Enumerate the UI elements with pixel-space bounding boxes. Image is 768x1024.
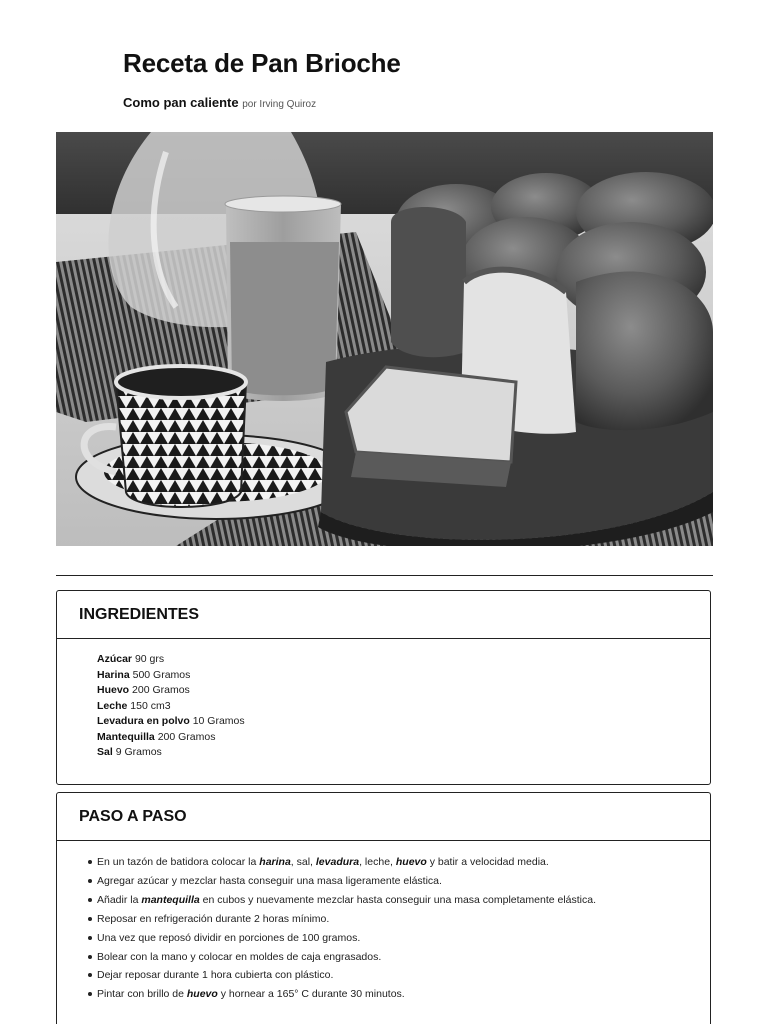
step-item: Dejar reposar durante 1 hora cubierta con plástico. <box>97 966 710 985</box>
step-item: Bolear con la mano y colocar en moldes de caja engrasados. <box>97 948 710 967</box>
list-item: Sal 9 Gramos <box>97 746 162 758</box>
recipe-byline: por Irving Quiroz <box>242 99 317 110</box>
step-item: Reposar en refrigeración durante 2 horas mínimo. <box>97 910 710 929</box>
hero-image <box>56 132 713 546</box>
list-item: Levadura en polvo 10 Gramos <box>97 715 245 727</box>
step-item: Agregar azúcar y mezclar hasta conseguir una masa ligeramente elástica. <box>97 872 710 891</box>
step-item: Añadir la mantequilla en cubos y nuevamente mezclar hasta conseguir una masa completamente elástica. <box>97 891 710 910</box>
step-item: En un tazón de batidora colocar la harina, sal, levadura, leche, huevo y batir a velocidad media. <box>97 853 710 872</box>
list-item: Azúcar 90 grs <box>97 653 165 665</box>
step-item: Pintar con brillo de huevo y hornear a 165° C durante 30 minutos. <box>97 985 710 1004</box>
section-divider <box>56 575 713 576</box>
steps-heading: PASO A PASO <box>79 807 187 825</box>
bread-photo-icon <box>56 132 713 546</box>
recipe-subtitle <box>123 95 316 110</box>
ingredients-list <box>57 639 710 761</box>
steps-list <box>57 841 710 1004</box>
ingredients-header <box>57 591 710 639</box>
ingredients-card <box>56 590 711 785</box>
steps-header <box>57 793 710 841</box>
list-item: Huevo 200 Gramos <box>97 684 190 696</box>
step-item: Una vez que reposó dividir en porciones de 100 gramos. <box>97 929 710 948</box>
recipe-tagline: Como pan caliente <box>123 95 239 110</box>
recipe-title: Receta de Pan Brioche <box>123 48 401 78</box>
ingredients-heading: INGREDIENTES <box>79 605 200 623</box>
list-item: Harina 500 Gramos <box>97 668 191 681</box>
list-item: Leche 150 cm3 <box>97 699 171 712</box>
list-item: Mantequilla 200 Gramos <box>97 730 216 743</box>
steps-card <box>56 792 711 1024</box>
